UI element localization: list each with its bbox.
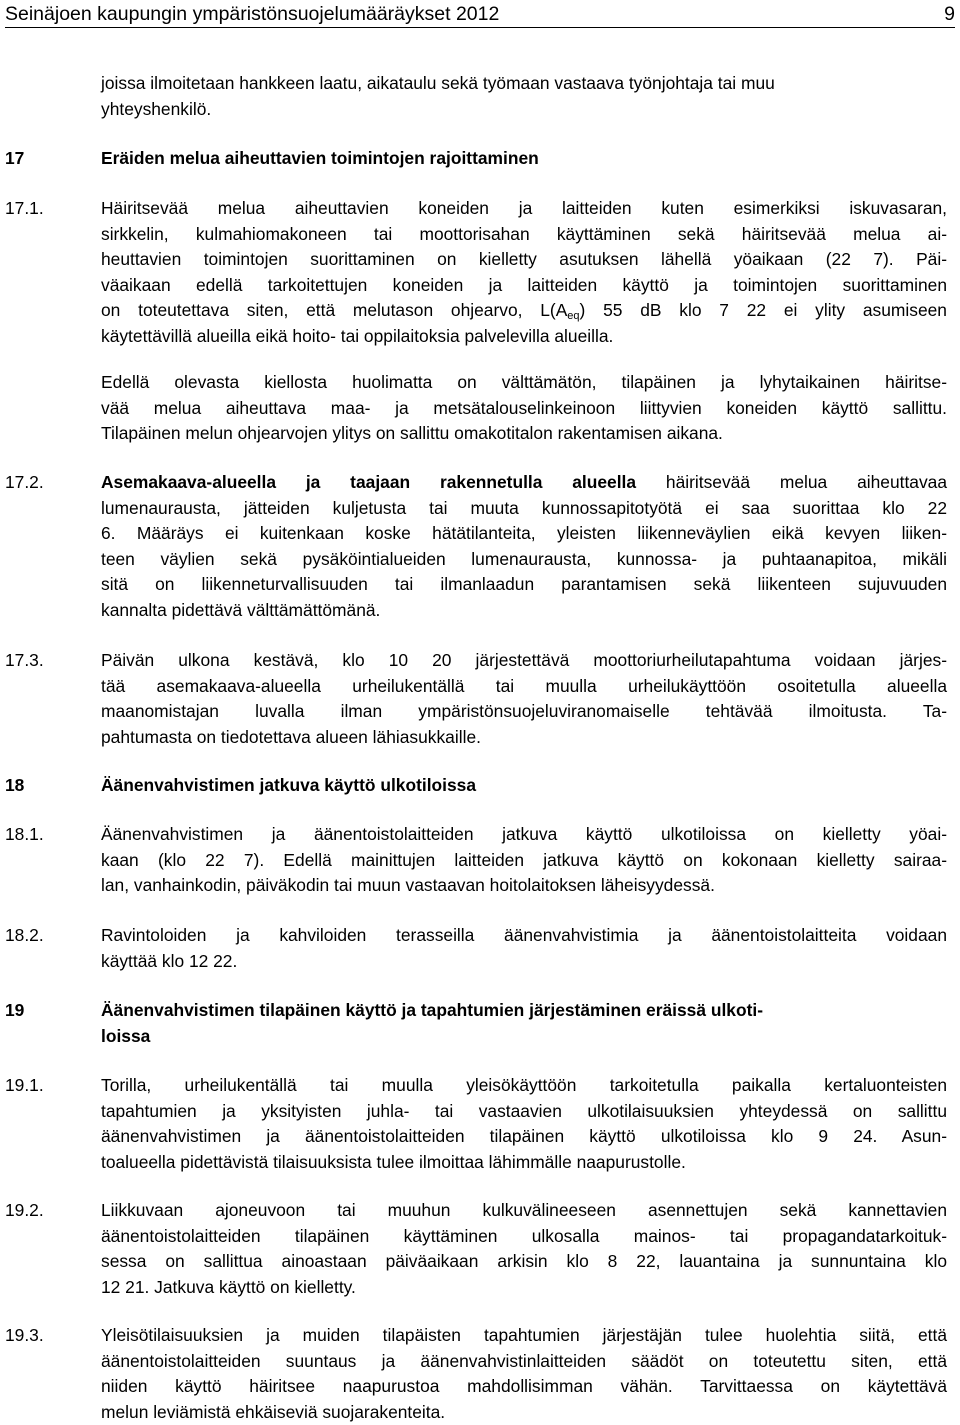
text-line: tää asemakaava-alueella urheilukentällä tai muulla urheilukäyttöön osoitetulla alueella [101, 675, 947, 696]
text-line: teen väylien sekä pysäköintialueiden lumenaurausta, kunnossa- ja puhtaanapitoa, mikäli [101, 548, 947, 569]
text-line: 6. Määräys ei kuitenkaan koske hätätilanteita, yleisten liikenneväylien eikä kevyen liiken- [101, 523, 947, 544]
section-number: 19 [5, 1000, 25, 1020]
text-line: väaikaan edellä tarkoitettujen koneiden ja laitteiden käyttö ja toimintojen suorittaminen [101, 274, 947, 295]
text-line: sessa on sallittua ainoastaan päiväaikaan arkisin klo 8 22, lauantaina ja sunnuntaina klo [101, 1251, 947, 1272]
paragraph-number: 19.1. [5, 1075, 44, 1095]
text-line: kannalta pidettävä välttämättömänä. [101, 599, 381, 620]
section-number: 18 [5, 775, 25, 795]
text-line: 12 21. Jatkuva käyttö on kielletty. [101, 1276, 356, 1297]
text-line: lumenaurausta, jätteiden kuljetusta tai muuta kunnossapitotyötä ei saa suorittaa klo 22 [101, 497, 947, 518]
text-line: sirkkelin, kulmahiomakoneen tai moottorisahan käyttäminen sekä häiritsevää melua ai- [101, 223, 947, 244]
paragraph-number: 17.1. [5, 198, 44, 218]
text-line: yhteyshenkilö. [101, 98, 212, 119]
text-line: äänentoistolaitteiden suuntaus ja äänenvahvistinlaitteiden säädöt on toteutettu siten, että [101, 1350, 947, 1371]
text-line: Päivän ulkona kestävä, klo 10 20 järjestettävä moottoriurheilutapahtuma voidaan järjes- [101, 650, 947, 670]
text-line: Edellä olevasta kiellosta huolimatta on välttämätön, tilapäinen ja lyhytaikainen häiritse- [101, 372, 947, 392]
section-number: 17 [5, 148, 25, 168]
text-line: Äänenvahvistimen ja äänentoistolaitteiden jatkuva käyttö ulkotiloissa on kielletty yöai- [101, 824, 947, 844]
section-title: loissa [101, 1025, 151, 1046]
text-line: niiden käyttö häiritsee naapurustoa mahdollisimman vähän. Tarvittaessa on käytettävä [101, 1376, 947, 1397]
text-line: äänenvahvistimen ja äänentoistolaitteiden tilapäinen käyttö ulkotiloissa klo 9 24. Asun- [101, 1126, 947, 1147]
text-line: Ravintoloiden ja kahviloiden terasseilla äänenvahvistimia ja äänentoistolaitteita voidaan [101, 925, 947, 945]
paragraph-number: 18.2. [5, 925, 44, 945]
paragraph-number: 17.3. [5, 650, 44, 670]
section-title: Äänenvahvistimen jatkuva käyttö ulkotiloissa [101, 775, 476, 795]
text-line: on toteutettava siten, että melutason ohjearvo, $L(A_{eq})$ 55 dB klo 7 22 ei ylity asumiseen [101, 300, 947, 323]
text-line: heuttavien toimintojen suorittaminen on kielletty asutuksen lähellä yöaikaan (22 7). Päi- [101, 249, 947, 270]
text-line: äänentoistolaitteiden tilapäinen käyttäminen ulkosalla mainos- tai propagandatarkoituk- [101, 1225, 947, 1246]
text-line: Häiritsevää melua aiheuttavien koneiden ja laitteiden kuten esimerkiksi iskuvasaran, [101, 198, 947, 218]
page-header [5, 2, 955, 28]
text-line: maanomistajan luvalla ilman ympäristönsuojeluviranomaiselle tehtävää ilmoitusta. Ta- [101, 701, 947, 722]
paragraph-number: 19.2. [5, 1200, 44, 1220]
text-line: Torilla, urheilukentällä tai muulla yleisökäyttöön tarkoitetulla paikalla kertaluonteisten [101, 1075, 947, 1095]
bold-phrase: Asemakaava-alueella ja taajaan rakennetulla alueella [101, 472, 637, 492]
text-line: melun leviämistä ehkäiseviä suojarakenteita. [101, 1401, 446, 1422]
text-line: Asemakaava-alueella ja taajaan rakennetulla alueella häiritsevää melua aiheuttavaa [101, 472, 948, 492]
text-line: toalueella pidettävistä tilaisuuksista tulee ilmoittaa lähimmälle naapurustolle. [101, 1151, 686, 1172]
text-line: tapahtumien ja yksityisten juhla- tai vastaavien ulkotilaisuuksien yhteydessä on sallittu [101, 1100, 947, 1121]
text-line: sitä on liikenneturvallisuuden tai ilmanlaadun parantamisen sekä liikenteen sujuvuuden [101, 574, 947, 595]
paragraph-number: 19.3. [5, 1325, 44, 1345]
paragraph-number: 17.2. [5, 472, 44, 492]
text-line: pahtumasta on tiedotettava alueen lähiasukkaille. [101, 726, 481, 747]
text-line: Tilapäinen melun ohjearvojen ylitys on sallittu omakotitalon rakentamisen aikana. [101, 423, 723, 444]
page-number: 9 [944, 3, 955, 25]
text-line: käytettävillä alueilla eikä hoito- tai oppilaitoksia palvelevilla alueilla. [101, 325, 614, 346]
document-title: Seinäjoen kaupungin ympäristönsuojelumääräykset 2012 [5, 3, 500, 25]
section-title: Eräiden melua aiheuttavien toimintojen rajoittaminen [101, 148, 539, 168]
text-line: Yleisötilaisuuksien ja muiden tilapäisten tapahtumien järjestäjän tulee huolehtia siitä, että [101, 1325, 947, 1345]
text-line: kaan (klo 22 7). Edellä mainittujen laitteiden jatkuva käyttö on kokonaan kielletty sairaa- [101, 849, 947, 870]
text-line: joissa ilmoitetaan hankkeen laatu, aikataulu sekä työmaan vastaava työnjohtaja tai muu [101, 73, 775, 93]
text-line: vää melua aiheuttava maa- ja metsätalouselinkeinoon liittyvien koneiden käyttö sallittu. [101, 397, 947, 418]
section-title: Äänenvahvistimen tilapäinen käyttö ja tapahtumien järjestäminen eräissä ulkoti- [101, 1000, 764, 1020]
text-line: käyttää klo 12 22. [101, 950, 238, 971]
subscript: eq [567, 310, 580, 323]
text-line: lan, vanhainkodin, päiväkodin tai muun vastaavan hoitolaitoksen läheisyydessä. [101, 875, 715, 896]
header-rule [5, 27, 955, 28]
paragraph-number: 18.1. [5, 824, 44, 844]
text-line: Liikkuvaan ajoneuvoon tai muuhun kulkuvälineeseen asennettujen sekä kannettavien [101, 1200, 947, 1220]
